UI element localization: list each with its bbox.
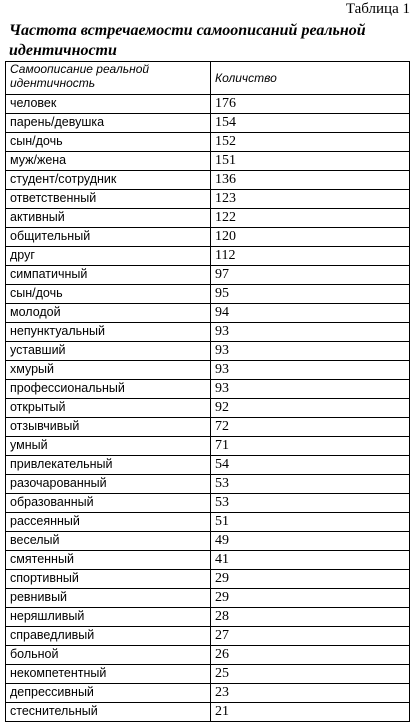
row-count: 97 — [211, 266, 410, 285]
row-count: 71 — [211, 437, 410, 456]
table-row — [6, 266, 410, 285]
row-count: 93 — [211, 323, 410, 342]
table-row — [6, 418, 410, 437]
row-count: 94 — [211, 304, 410, 323]
row-count: 28 — [211, 608, 410, 627]
row-count: 54 — [211, 456, 410, 475]
table-row — [6, 475, 410, 494]
row-label: общительный — [6, 228, 211, 247]
row-count: 23 — [211, 684, 410, 703]
row-count: 123 — [211, 190, 410, 209]
row-label: парень/девушка — [6, 114, 211, 133]
row-count: 95 — [211, 285, 410, 304]
row-count: 49 — [211, 532, 410, 551]
row-count: 120 — [211, 228, 410, 247]
row-count: 112 — [211, 247, 410, 266]
table-number: Таблица 1 — [345, 1, 410, 17]
table-row — [6, 399, 410, 418]
row-label: симпатичный — [6, 266, 211, 285]
row-label: стеснительный — [6, 703, 211, 722]
table-body — [6, 95, 410, 722]
row-label: человек — [6, 95, 211, 114]
row-label: сын/дочь — [6, 133, 211, 152]
row-label: смятенный — [6, 551, 211, 570]
table-row — [6, 95, 410, 114]
row-label: некомпетентный — [6, 665, 211, 684]
row-count: 29 — [211, 570, 410, 589]
row-count: 122 — [211, 209, 410, 228]
row-count: 53 — [211, 494, 410, 513]
row-count: 151 — [211, 152, 410, 171]
row-label: профессиональный — [6, 380, 211, 399]
identity-frequency-table — [5, 61, 410, 722]
table-row — [6, 589, 410, 608]
row-count: 152 — [211, 133, 410, 152]
row-label: привлекательный — [6, 456, 211, 475]
row-label: молодой — [6, 304, 211, 323]
table-row — [6, 684, 410, 703]
table-row — [6, 152, 410, 171]
row-count: 93 — [211, 342, 410, 361]
row-label: хмурый — [6, 361, 211, 380]
table-row — [6, 304, 410, 323]
row-label: неряшливый — [6, 608, 211, 627]
row-count: 53 — [211, 475, 410, 494]
column-header-count: Количство — [211, 62, 410, 95]
table-row — [6, 570, 410, 589]
row-label: образованный — [6, 494, 211, 513]
table-row — [6, 437, 410, 456]
table-row — [6, 323, 410, 342]
row-count: 154 — [211, 114, 410, 133]
table-row — [6, 285, 410, 304]
row-label: непунктуальный — [6, 323, 211, 342]
table-row — [6, 247, 410, 266]
row-label: ревнивый — [6, 589, 211, 608]
table-row — [6, 190, 410, 209]
row-count: 72 — [211, 418, 410, 437]
table-row — [6, 551, 410, 570]
row-label: сын/дочь — [6, 285, 211, 304]
row-count: 93 — [211, 380, 410, 399]
row-count: 25 — [211, 665, 410, 684]
table-row — [6, 494, 410, 513]
table-row — [6, 456, 410, 475]
table-row — [6, 209, 410, 228]
row-label: депрессивный — [6, 684, 211, 703]
row-count: 92 — [211, 399, 410, 418]
table-row — [6, 608, 410, 627]
row-label: студент/сотрудник — [6, 171, 211, 190]
table-row — [6, 665, 410, 684]
row-label: спортивный — [6, 570, 211, 589]
row-count: 21 — [211, 703, 410, 722]
row-count: 93 — [211, 361, 410, 380]
row-label: активный — [6, 209, 211, 228]
table-row — [6, 513, 410, 532]
table-row — [6, 342, 410, 361]
row-label: открытый — [6, 399, 211, 418]
row-label: друг — [6, 247, 211, 266]
table-row — [6, 171, 410, 190]
row-label: муж/жена — [6, 152, 211, 171]
row-count: 51 — [211, 513, 410, 532]
row-label: умный — [6, 437, 211, 456]
table-row — [6, 703, 410, 722]
row-count: 176 — [211, 95, 410, 114]
row-label: веселый — [6, 532, 211, 551]
row-label: ответственный — [6, 190, 211, 209]
table-row — [6, 133, 410, 152]
column-header-label: Самоописание реальной идентичность — [6, 62, 211, 95]
table-header-row — [6, 62, 410, 95]
table-row — [6, 380, 410, 399]
table-title: Частота встречаемости самоописаний реальной идентичности — [9, 22, 366, 59]
row-count: 27 — [211, 627, 410, 646]
row-count: 26 — [211, 646, 410, 665]
table-row — [6, 646, 410, 665]
row-label: справедливый — [6, 627, 211, 646]
table-row — [6, 627, 410, 646]
row-count: 136 — [211, 171, 410, 190]
row-label: отзывчивый — [6, 418, 211, 437]
row-label: разочарованный — [6, 475, 211, 494]
table-row — [6, 532, 410, 551]
row-count: 41 — [211, 551, 410, 570]
table-row — [6, 361, 410, 380]
table-row — [6, 228, 410, 247]
table-row — [6, 114, 410, 133]
row-count: 29 — [211, 589, 410, 608]
row-label: рассеянный — [6, 513, 211, 532]
row-label: больной — [6, 646, 211, 665]
row-label: уставший — [6, 342, 211, 361]
